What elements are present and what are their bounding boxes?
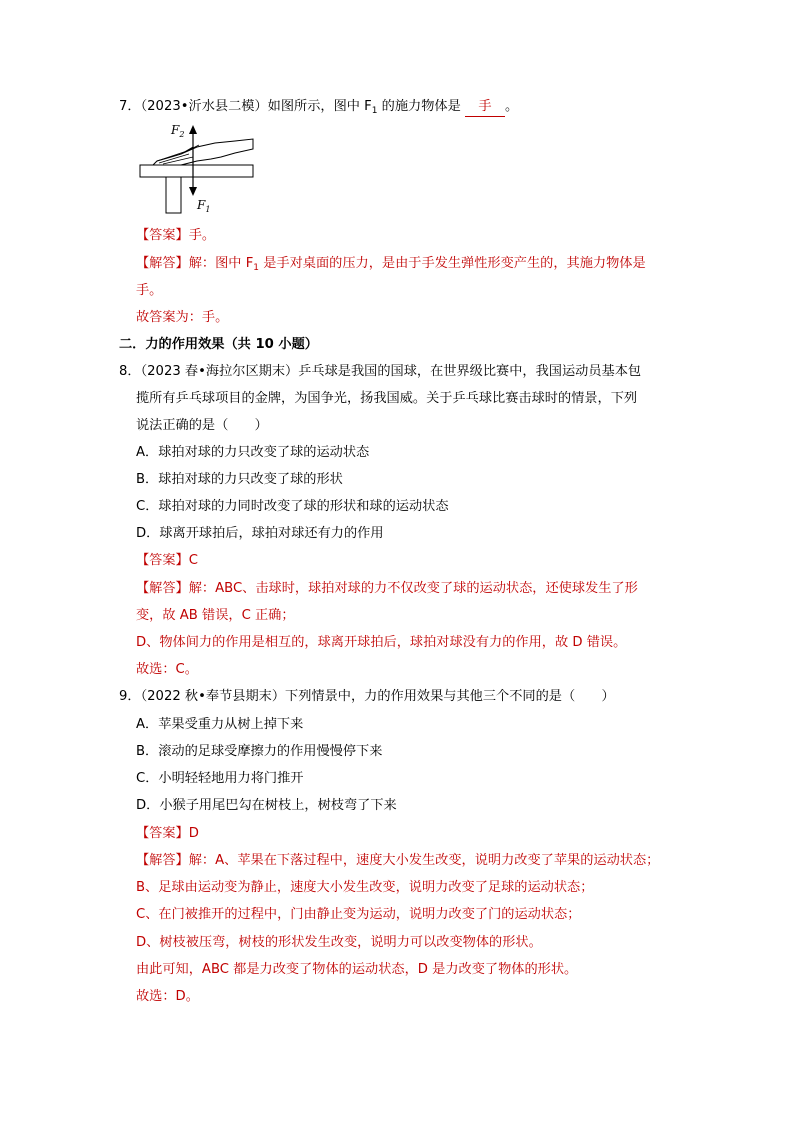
q7-diagram-svg xyxy=(135,121,265,216)
q9-stem: 9．（2022 秋•奉节县期末）下列情景中，力的作用效果与其他三个不同的是（ ） xyxy=(119,689,615,704)
q9-source: （2022 秋•奉节县期末） xyxy=(140,689,286,704)
label-f1: $F_1$ xyxy=(197,198,211,214)
q9-conclusion: 故选：D。 xyxy=(136,989,199,1004)
table-top xyxy=(140,165,253,177)
q8-analysis-line-3: D、物体间力的作用是相互的，球离开球拍后，球拍对球没有力的作用，故 D 错误。 xyxy=(136,635,627,650)
q9-option-d: D．小猴子用尾巴勾在树枝上，树枝弯了下来 xyxy=(136,798,397,813)
q7-analysis-line-1: 【解答】解：图中 $F_1$ 是手对桌面的压力，是由于手发生弹性形变产生的，其施力物体是 xyxy=(136,256,646,273)
q8-conclusion: 故选：C。 xyxy=(136,662,198,677)
label-f2: $F_2$ xyxy=(171,123,185,139)
q9-analysis-line-1: 【解答】解：A、苹果在下落过程中，速度大小发生改变，说明力改变了苹果的运动状态； xyxy=(136,853,660,868)
section-title: 二．力的作用效果（共 10 小题） xyxy=(119,337,318,352)
q8-option-b: B．球拍对球的力只改变了球的形状 xyxy=(136,472,343,487)
q9-option-b: B．滚动的足球受摩擦力的作用慢慢停下来 xyxy=(136,744,383,759)
q8-option-d: D．球离开球拍后，球拍对球还有力的作用 xyxy=(136,526,384,541)
hand-drawing xyxy=(153,139,253,165)
q8-option-a: A．球拍对球的力只改变了球的运动状态 xyxy=(136,445,370,460)
q9-analysis-line-2: B、足球由运动变为静止，速度大小发生改变，说明力改变了足球的运动状态； xyxy=(136,880,594,895)
q9-analysis-line-5: 由此可知，ABC 都是力改变了物体的运动状态，D 是力改变了物体的形状。 xyxy=(136,962,578,977)
f2-arrowhead xyxy=(189,125,197,134)
q8-analysis-line-1: 【解答】解：ABC、击球时，球拍对球的力不仅改变了球的运动状态，还使球发生了形 xyxy=(136,581,638,596)
q7-answer-blank: 手 xyxy=(465,98,505,117)
q7-analysis-line-2: 手。 xyxy=(136,283,163,298)
table-leg xyxy=(166,177,181,213)
q7-stem: 7．（2023•沂水县二模）如图所示，图中 $F_1$ 的施力物体是 手 。 xyxy=(119,99,519,116)
q9-answer: 【答案】D xyxy=(136,826,199,841)
q8-stem-line-1: 8．（2023 春•海拉尔区期末）乒乓球是我国的国球，在世界级比赛中，我国运动员基本包 xyxy=(119,364,642,379)
q9-analysis-line-4: D、树枝被压弯，树枝的形状发生改变，说明力可以改变物体的形状。 xyxy=(136,935,542,950)
q7-source: （2023•沂水县二模） xyxy=(140,99,268,114)
q8-number: 8． xyxy=(119,364,141,379)
q8-analysis-line-2: 变，故 AB 错误，C 正确； xyxy=(136,608,295,623)
q9-number: 9． xyxy=(119,689,141,704)
f1-arrowhead xyxy=(189,187,197,196)
q9-option-c: C．小明轻轻地用力将门推开 xyxy=(136,771,304,786)
q8-stem-line-3: 说法正确的是（ ） xyxy=(136,418,268,433)
q8-stem-line-2: 揽所有乒乓球项目的金牌，为国争光，扬我国威。关于乒乓球比赛击球时的情景，下列 xyxy=(136,391,638,406)
q8-option-c: C．球拍对球的力同时改变了球的形状和球的运动状态 xyxy=(136,499,449,514)
q7-conclusion: 故答案为：手。 xyxy=(136,310,229,325)
q9-option-a: A．苹果受重力从树上掉下来 xyxy=(136,717,304,732)
q8-answer: 【答案】C xyxy=(136,553,198,568)
q9-analysis-line-3: C、在门被推开的过程中，门由静止变为运动，说明力改变了门的运动状态； xyxy=(136,907,581,922)
q7-answer: 【答案】手。 xyxy=(136,228,216,243)
q7-number: 7． xyxy=(119,99,141,114)
q7-force-diagram xyxy=(135,121,265,220)
q8-source: （2023 春•海拉尔区期末） xyxy=(140,364,299,379)
